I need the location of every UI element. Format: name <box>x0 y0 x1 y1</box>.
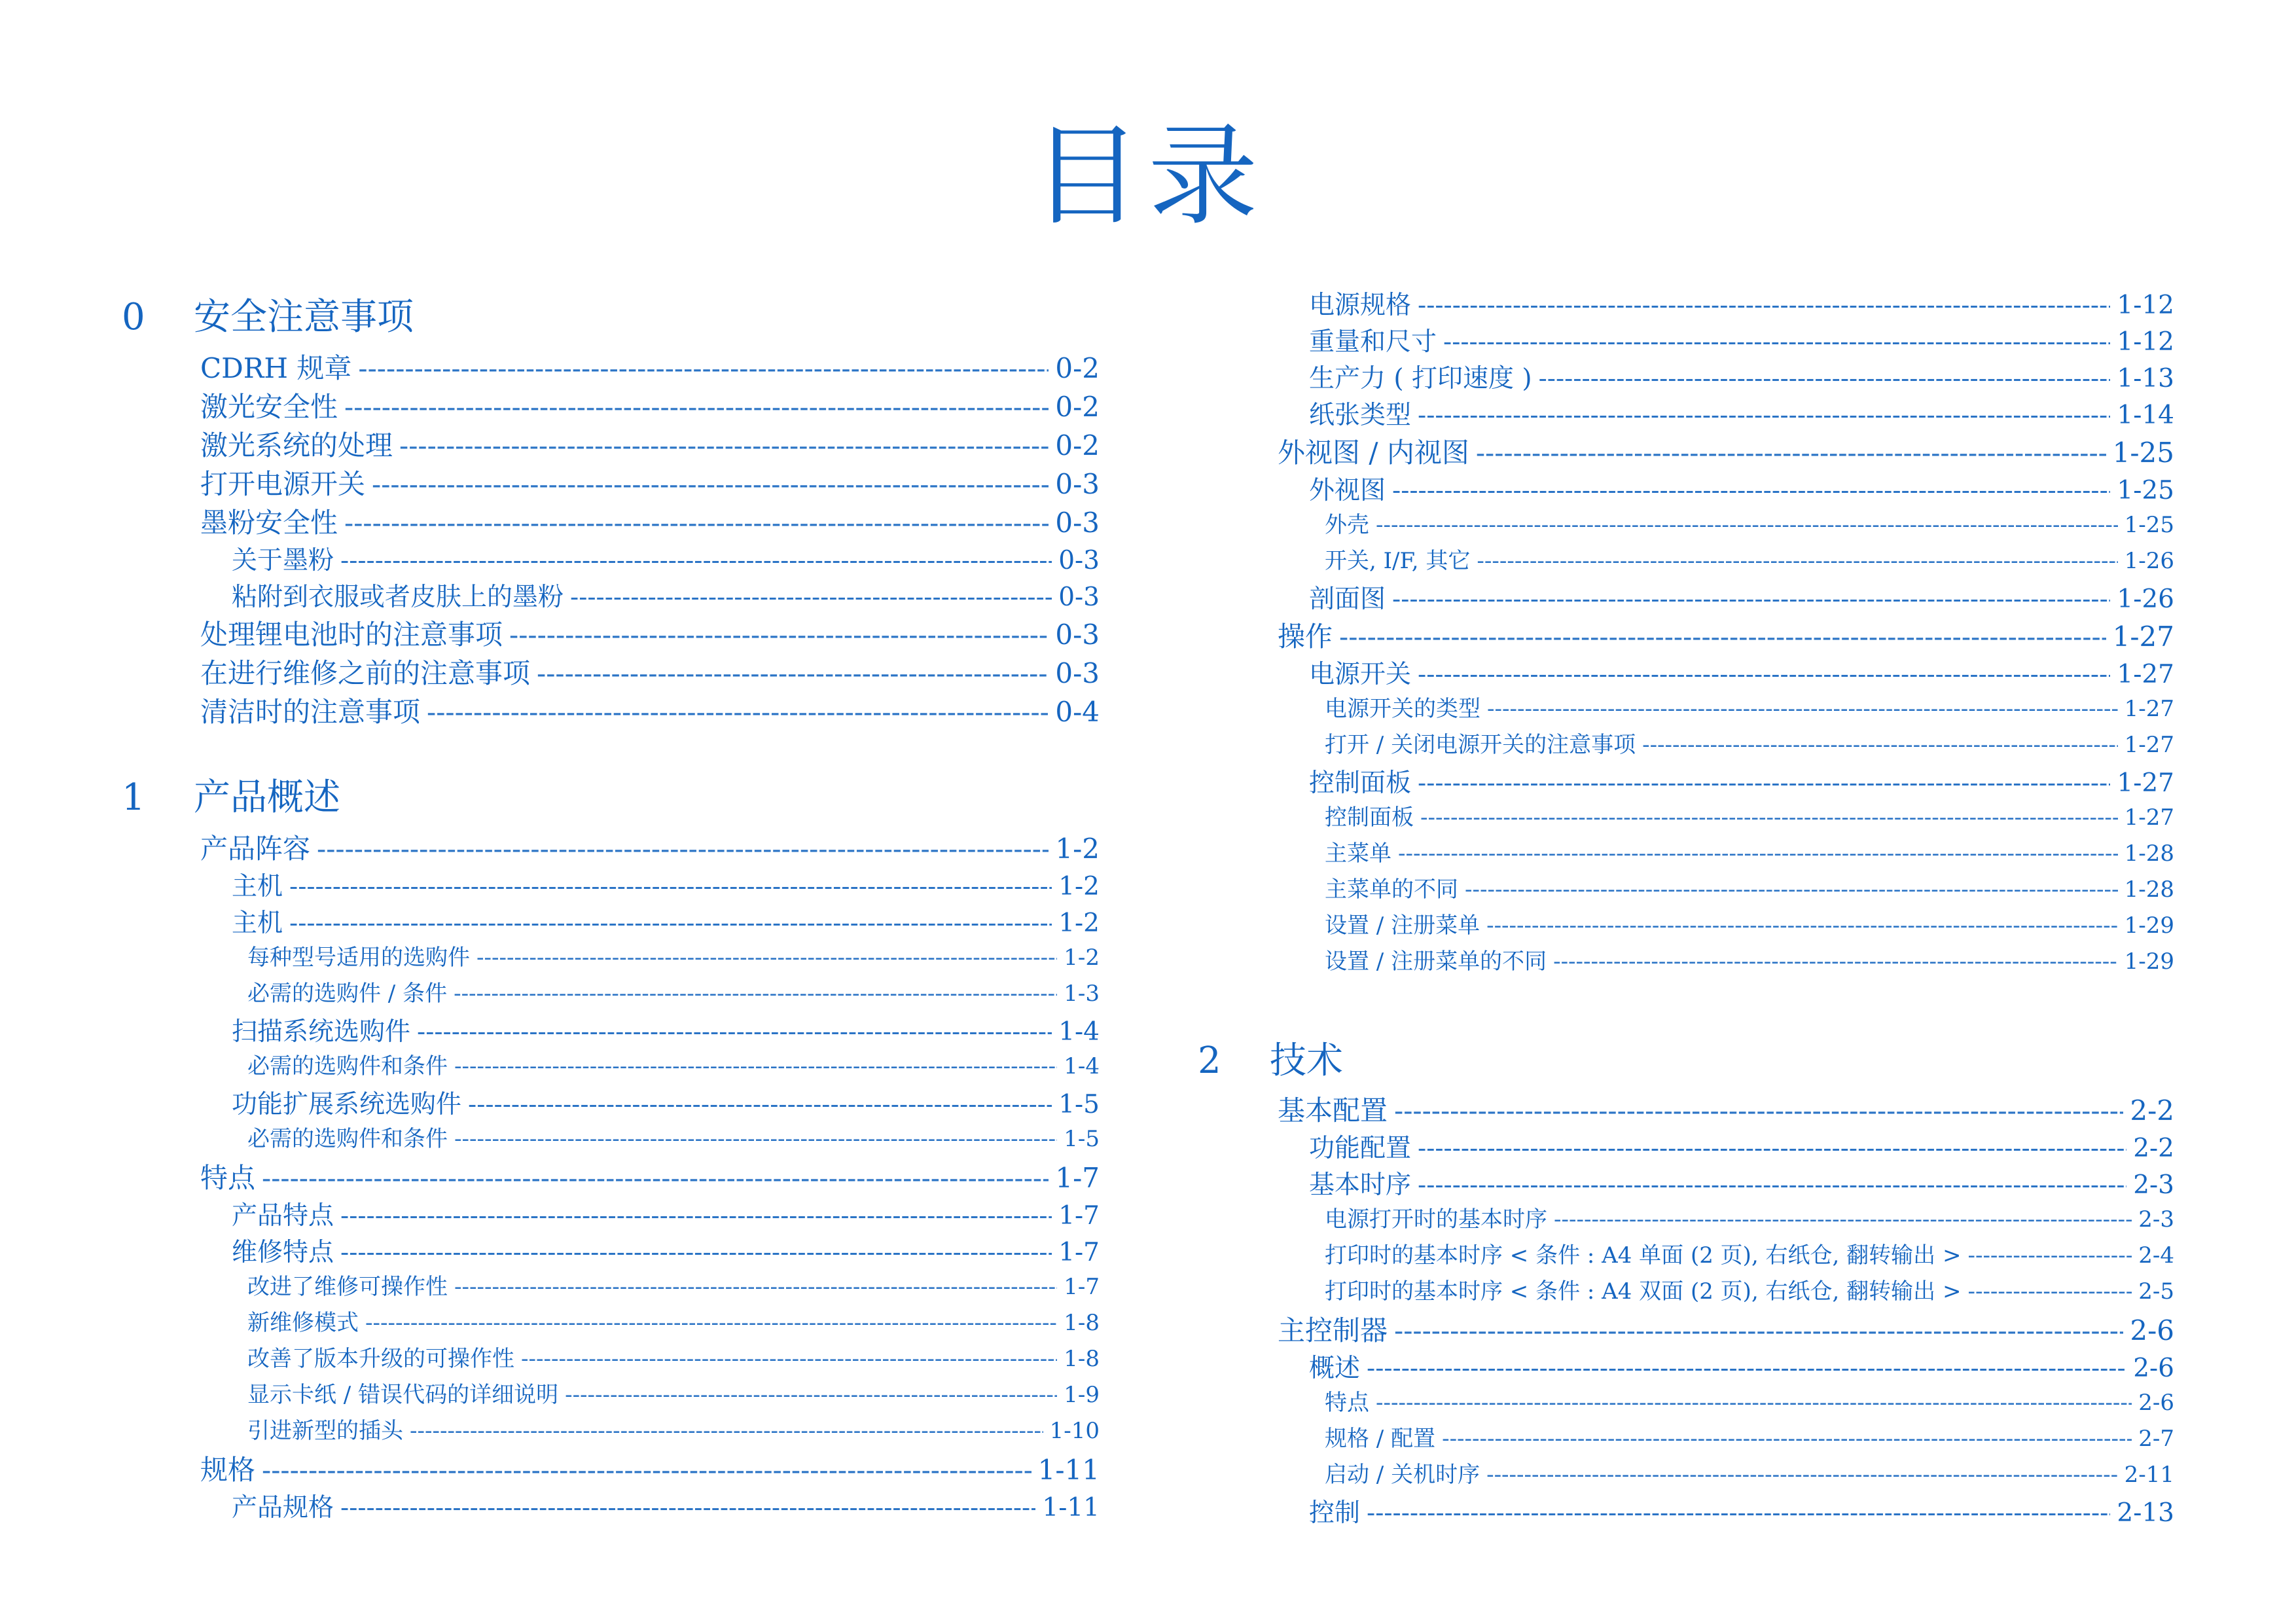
toc-entry-page: 1-29 <box>2124 948 2174 975</box>
dot-leader <box>289 872 1052 901</box>
toc-entry-level-2[interactable] <box>1309 763 2174 799</box>
dot-leader <box>365 1310 1057 1336</box>
toc-entry-page: 1-2 <box>1055 833 1100 865</box>
toc-entry-text: 产品特点 <box>232 1201 334 1231</box>
dot-leader <box>1418 1134 2126 1163</box>
toc-entry-level-2[interactable] <box>1309 321 2174 358</box>
toc-entry-level-3[interactable] <box>247 975 1100 1007</box>
toc-entry-page: 0-2 <box>1055 429 1100 461</box>
toc-section-heading[interactable] <box>1198 1032 2179 1084</box>
toc-entry-level-2[interactable] <box>232 903 1100 939</box>
dot-leader <box>1376 512 2118 538</box>
toc-entry-level-1[interactable] <box>200 463 1100 502</box>
toc-entry-level-3[interactable] <box>1325 1273 2174 1305</box>
dot-leader <box>344 507 1049 539</box>
toc-entry-text: 激光系统的处理 <box>200 429 393 461</box>
toc-entry-text: 必需的选购件 / 条件 <box>247 981 448 1007</box>
dot-leader <box>454 1274 1057 1300</box>
toc-entry-page: 1-13 <box>2117 364 2174 393</box>
section-number: 0 <box>122 296 145 338</box>
dot-leader <box>1487 696 2118 722</box>
toc-entry-page: 1-4 <box>1064 1053 1100 1079</box>
toc-entry-text: 改善了版本升级的可操作性 <box>247 1346 514 1372</box>
toc-entry-text: 特点 <box>200 1162 256 1194</box>
dot-leader <box>410 1418 1043 1444</box>
toc-entry-text: 激光安全性 <box>200 391 338 423</box>
toc-entry-page: 1-25 <box>2117 476 2174 505</box>
dot-leader <box>1394 1094 2123 1127</box>
toc-entry-text: 电源打开时的基本时序 <box>1325 1206 1547 1233</box>
dot-leader <box>262 1454 1031 1486</box>
dot-leader <box>1418 401 2110 430</box>
toc-entry-text: 维修特点 <box>232 1238 334 1267</box>
toc-entry-level-3[interactable] <box>247 939 1100 971</box>
toc-entry-text: 外壳 <box>1325 512 1369 538</box>
toc-entry-text: 电源规格 <box>1309 291 1412 320</box>
dot-leader <box>1398 840 2118 867</box>
toc-entry-level-2[interactable] <box>1309 358 2174 395</box>
toc-entry-page: 1-2 <box>1058 872 1100 901</box>
toc-entry-page: 1-2 <box>1064 945 1100 971</box>
toc-entry-level-2[interactable] <box>232 866 1100 903</box>
toc-entry-level-2[interactable] <box>1309 1348 2174 1384</box>
toc-entry-level-3[interactable] <box>1325 907 2174 939</box>
toc-entry-text: 开关, I/F, 其它 <box>1325 548 1471 574</box>
toc-entry-page: 1-11 <box>1037 1454 1100 1486</box>
toc-entry-text: 剖面图 <box>1309 585 1386 614</box>
toc-entry-page: 2-5 <box>2138 1278 2174 1305</box>
toc-entry-page: 1-27 <box>2124 804 2174 831</box>
toc-entry-level-2[interactable] <box>232 1487 1100 1524</box>
toc-entry-level-2[interactable] <box>1309 285 2174 321</box>
toc-entry-page: 0-3 <box>1055 507 1100 539</box>
toc-entry-level-1[interactable] <box>200 386 1100 425</box>
page-title: 目录 <box>1031 112 1265 240</box>
dot-leader <box>1418 291 2110 320</box>
toc-entry-level-2[interactable] <box>232 577 1100 613</box>
dot-leader <box>262 1162 1049 1194</box>
dot-leader <box>1476 437 2106 469</box>
toc-entry-page: 1-7 <box>1058 1201 1100 1231</box>
toc-entry-text: 控制面板 <box>1325 804 1414 831</box>
dot-leader <box>1967 1242 2132 1269</box>
toc-entry-text: 改进了维修可操作性 <box>247 1274 448 1300</box>
section-number: 2 <box>1198 1039 1221 1082</box>
toc-entry-level-3[interactable] <box>1325 1201 2174 1233</box>
toc-entry-page: 2-3 <box>2138 1206 2174 1233</box>
toc-entry-page: 1-14 <box>2117 401 2174 430</box>
toc-entry-level-1[interactable] <box>200 424 1100 463</box>
toc-entry-level-1[interactable] <box>200 347 1100 386</box>
dot-leader <box>1392 585 2110 614</box>
toc-entry-level-1[interactable] <box>1278 431 2174 471</box>
section-title: 产品概述 <box>194 776 340 819</box>
toc-entry-page: 1-5 <box>1064 1126 1100 1152</box>
toc-entry-page: 2-13 <box>2117 1498 2174 1528</box>
toc-entry-page: 1-5 <box>1058 1090 1100 1119</box>
dot-leader <box>565 1382 1057 1408</box>
toc-entry-page: 1-7 <box>1055 1162 1100 1194</box>
toc-entry-page: 1-26 <box>2117 585 2174 614</box>
toc-entry-level-3[interactable] <box>247 1048 1100 1080</box>
dot-leader <box>1465 876 2118 903</box>
toc-entry-level-3[interactable] <box>1325 727 2174 759</box>
toc-entry-page: 1-10 <box>1049 1418 1100 1444</box>
toc-entry-level-2[interactable] <box>1309 579 2174 615</box>
dot-leader <box>1420 804 2118 831</box>
toc-entry-level-2[interactable] <box>1309 395 2174 431</box>
toc-entry-text: 墨粉安全性 <box>200 507 338 539</box>
toc-entry-page: 0-3 <box>1055 468 1100 500</box>
toc-entry-level-2[interactable] <box>232 1232 1100 1269</box>
toc-entry-page: 2-6 <box>2130 1314 2174 1346</box>
toc-entry-page: 2-2 <box>2130 1094 2174 1127</box>
toc-entry-text: 必需的选购件和条件 <box>247 1053 448 1079</box>
toc-entry-level-1[interactable] <box>200 691 1100 730</box>
toc-entry-text: 外视图 <box>1309 476 1386 505</box>
toc-entry-page: 1-26 <box>2124 548 2174 574</box>
toc-entry-page: 2-11 <box>2124 1462 2174 1488</box>
dot-leader <box>1367 1354 2126 1383</box>
toc-entry-level-3[interactable] <box>1325 871 2174 903</box>
toc-entry-page: 2-6 <box>2138 1390 2174 1416</box>
toc-entry-text: 打开电源开关 <box>200 468 366 500</box>
section-title: 技术 <box>1270 1039 1343 1082</box>
toc-entry-text: 外视图 / 内视图 <box>1278 437 1469 469</box>
toc-entry-page: 2-2 <box>2133 1134 2174 1163</box>
toc-entry-level-2[interactable] <box>1309 470 2174 507</box>
toc-entry-text: 产品规格 <box>232 1493 334 1523</box>
toc-entry-text: 打开 / 关闭电源开关的注意事项 <box>1325 732 1636 758</box>
dot-leader <box>427 696 1049 728</box>
dot-leader <box>468 1090 1052 1119</box>
toc-entry-level-1[interactable] <box>200 1157 1100 1196</box>
dot-leader <box>340 1238 1052 1267</box>
toc-entry-level-2[interactable] <box>1309 654 2174 691</box>
section-number: 1 <box>122 776 145 819</box>
dot-leader <box>1339 621 2106 653</box>
toc-entry-level-3[interactable] <box>247 1121 1100 1153</box>
dot-leader <box>454 1053 1057 1079</box>
toc-entry-page: 1-28 <box>2124 840 2174 867</box>
dot-leader <box>317 833 1049 865</box>
toc-entry-text: 功能扩展系统选购件 <box>232 1090 462 1119</box>
toc-entry-level-3[interactable] <box>247 1341 1100 1373</box>
toc-entry-page: 1-27 <box>2124 696 2174 722</box>
dot-leader <box>399 429 1049 461</box>
toc-entry-text: 重量和尺寸 <box>1309 327 1437 357</box>
toc-entry-level-3[interactable] <box>1325 835 2174 867</box>
toc-entry-text: 关于墨粉 <box>232 546 334 575</box>
toc-entry-text: 规格 / 配置 <box>1325 1426 1436 1452</box>
toc-entry-level-3[interactable] <box>247 1377 1100 1409</box>
toc-entry-page: 0-3 <box>1058 583 1100 612</box>
toc-entry-level-3[interactable] <box>1325 1237 2174 1269</box>
toc-entry-text: 基本时序 <box>1309 1170 1412 1200</box>
toc-entry-level-3[interactable] <box>247 1413 1100 1445</box>
toc-entry-level-3[interactable] <box>1325 543 2174 575</box>
toc-entry-level-3[interactable] <box>1325 507 2174 539</box>
dot-leader <box>454 1126 1057 1152</box>
toc-entry-page: 1-27 <box>2117 768 2174 798</box>
toc-entry-level-1[interactable] <box>1278 1089 2174 1128</box>
toc-entry-page: 1-12 <box>2117 327 2174 357</box>
toc-entry-level-1[interactable] <box>1278 615 2174 655</box>
toc-entry-page: 2-6 <box>2133 1354 2174 1383</box>
toc-entry-level-2[interactable] <box>232 1011 1100 1048</box>
toc-entry-level-3[interactable] <box>247 1305 1100 1337</box>
toc-entry-page: 1-25 <box>2124 512 2174 538</box>
dot-leader <box>340 1201 1052 1231</box>
toc-entry-level-1[interactable] <box>200 652 1100 691</box>
dot-leader <box>1367 1498 2110 1528</box>
dot-leader <box>1418 768 2110 798</box>
toc-entry-text: 处理锂电池时的注意事项 <box>200 619 503 651</box>
dot-leader <box>1554 1206 2132 1233</box>
dot-leader <box>1418 660 2110 689</box>
dot-leader <box>1539 364 2111 393</box>
dot-leader <box>476 945 1057 971</box>
toc-entry-text: 扫描系统选购件 <box>232 1017 411 1047</box>
dot-leader <box>1486 1462 2118 1488</box>
toc-entry-level-1[interactable] <box>200 1449 1100 1488</box>
dot-leader <box>509 619 1049 651</box>
toc-entry-text: 粘附到衣服或者皮肤上的墨粉 <box>232 583 564 612</box>
toc-entry-page: 1-11 <box>1042 1493 1100 1523</box>
toc-entry-level-2[interactable] <box>232 1084 1100 1121</box>
toc-entry-page: 0-2 <box>1055 352 1100 384</box>
dot-leader <box>1486 912 2118 939</box>
toc-entry-level-3[interactable] <box>247 1269 1100 1301</box>
dot-leader <box>1443 327 2110 357</box>
dot-leader <box>454 981 1057 1007</box>
toc-entry-level-2[interactable] <box>1309 1128 2174 1164</box>
toc-entry-page: 1-7 <box>1058 1238 1100 1267</box>
toc-entry-page: 1-7 <box>1064 1274 1100 1300</box>
toc-entry-text: 特点 <box>1325 1390 1369 1416</box>
dot-leader <box>1642 732 2118 758</box>
dot-leader <box>344 391 1049 423</box>
toc-entry-page: 0-4 <box>1055 696 1100 728</box>
toc-entry-text: 打印时的基本时序 < 条件 : A4 单面 (2 页), 右纸仓, 翻转输出 > <box>1325 1242 1962 1269</box>
toc-entry-level-1[interactable] <box>200 827 1100 867</box>
dot-leader <box>289 909 1052 938</box>
dot-leader <box>570 583 1052 612</box>
toc-entry-page: 1-27 <box>2124 732 2174 758</box>
toc-entry-text: 基本配置 <box>1278 1094 1388 1127</box>
toc-entry-level-3[interactable] <box>1325 1456 2174 1489</box>
toc-entry-text: 纸张类型 <box>1309 401 1412 430</box>
toc-entry-text: 在进行维修之前的注意事项 <box>200 657 531 689</box>
toc-entry-level-2[interactable] <box>232 540 1100 577</box>
toc-entry-text: 新维修模式 <box>247 1310 359 1336</box>
toc-entry-level-1[interactable] <box>200 613 1100 653</box>
toc-entry-text: 主菜单 <box>1325 840 1391 867</box>
toc-entry-page: 0-3 <box>1055 619 1100 651</box>
toc-entry-text: 操作 <box>1278 621 1333 653</box>
section-title: 安全注意事项 <box>194 296 414 338</box>
toc-entry-page: 1-29 <box>2124 912 2174 939</box>
toc-entry-text: 显示卡纸 / 错误代码的详细说明 <box>247 1382 559 1408</box>
toc-entry-text: 主机 <box>232 872 283 901</box>
toc-entry-text: 产品阵容 <box>200 833 311 865</box>
toc-entry-text: 主机 <box>232 909 283 938</box>
toc-entry-text: 电源开关的类型 <box>1325 696 1480 722</box>
toc-entry-text: 控制 <box>1309 1498 1361 1528</box>
toc-entry-text: 功能配置 <box>1309 1134 1412 1163</box>
toc-entry-page: 1-9 <box>1064 1382 1100 1408</box>
dot-leader <box>372 468 1049 500</box>
toc-entry-page: 1-2 <box>1058 909 1100 938</box>
toc-section-heading[interactable] <box>122 768 1103 821</box>
toc-entry-page: 0-2 <box>1055 391 1100 423</box>
toc-entry-page: 2-7 <box>2138 1426 2174 1452</box>
toc-entry-page: 1-28 <box>2124 876 2174 903</box>
toc-entry-level-1[interactable] <box>1278 1309 2174 1348</box>
dot-leader <box>1418 1170 2126 1200</box>
dot-leader <box>537 657 1049 689</box>
toc-entry-page: 1-4 <box>1058 1017 1100 1047</box>
toc-entry-level-3[interactable] <box>1325 691 2174 723</box>
dot-leader <box>1376 1390 2132 1416</box>
toc-entry-page: 0-3 <box>1055 657 1100 689</box>
toc-entry-page: 2-3 <box>2133 1170 2174 1200</box>
toc-entry-text: 设置 / 注册菜单 <box>1325 912 1480 939</box>
dot-leader <box>340 546 1052 575</box>
dot-leader <box>340 1493 1035 1523</box>
toc-entry-text: 清洁时的注意事项 <box>200 696 421 728</box>
toc-entry-text: 引进新型的插头 <box>247 1418 403 1444</box>
toc-entry-text: 每种型号适用的选购件 <box>247 945 470 971</box>
toc-entry-text: 电源开关 <box>1309 660 1412 689</box>
toc-entry-level-3[interactable] <box>1325 1384 2174 1416</box>
toc-entry-page: 1-27 <box>2117 660 2174 689</box>
toc-entry-text: 控制面板 <box>1309 768 1412 798</box>
toc-entry-text: 必需的选购件和条件 <box>247 1126 448 1152</box>
toc-entry-level-3[interactable] <box>1325 943 2174 975</box>
toc-section-heading[interactable] <box>122 288 1103 340</box>
toc-entry-page: 1-8 <box>1064 1346 1100 1372</box>
toc-entry-text: 概述 <box>1309 1354 1361 1383</box>
toc-entry-text: 主控制器 <box>1278 1314 1388 1346</box>
toc-entry-text: 设置 / 注册菜单的不同 <box>1325 948 1547 975</box>
dot-leader <box>1477 548 2117 574</box>
toc-entry-level-3[interactable] <box>1325 799 2174 831</box>
dot-leader <box>1394 1314 2123 1346</box>
toc-entry-text: 主菜单的不同 <box>1325 876 1458 903</box>
toc-entry-text: CDRH 规章 <box>200 352 352 384</box>
toc-entry-level-3[interactable] <box>1325 1420 2174 1453</box>
toc-entry-level-2[interactable] <box>232 1195 1100 1232</box>
toc-entry-level-1[interactable] <box>200 501 1100 541</box>
toc-entry-page: 0-3 <box>1058 546 1100 575</box>
toc-entry-text: 启动 / 关机时序 <box>1325 1462 1480 1488</box>
dot-leader <box>358 352 1049 384</box>
toc-entry-page: 1-27 <box>2112 621 2174 653</box>
toc-entry-page: 1-3 <box>1064 981 1100 1007</box>
dot-leader <box>1553 948 2118 975</box>
dot-leader <box>1967 1278 2132 1305</box>
toc-entry-level-2[interactable] <box>1309 1492 2174 1529</box>
toc-entry-text: 生产力 ( 打印速度 ) <box>1309 364 1532 393</box>
dot-leader <box>521 1346 1057 1372</box>
dot-leader <box>417 1017 1052 1047</box>
toc-entry-page: 2-4 <box>2138 1242 2174 1269</box>
toc-entry-page: 1-8 <box>1064 1310 1100 1336</box>
toc-entry-page: 1-12 <box>2117 291 2174 320</box>
toc-entry-page: 1-25 <box>2112 437 2174 469</box>
dot-leader <box>1442 1426 2132 1452</box>
toc-entry-text: 规格 <box>200 1454 256 1486</box>
dot-leader <box>1392 476 2110 505</box>
toc-entry-text: 打印时的基本时序 < 条件 : A4 双面 (2 页), 右纸仓, 翻转输出 > <box>1325 1278 1962 1305</box>
toc-entry-level-2[interactable] <box>1309 1164 2174 1201</box>
